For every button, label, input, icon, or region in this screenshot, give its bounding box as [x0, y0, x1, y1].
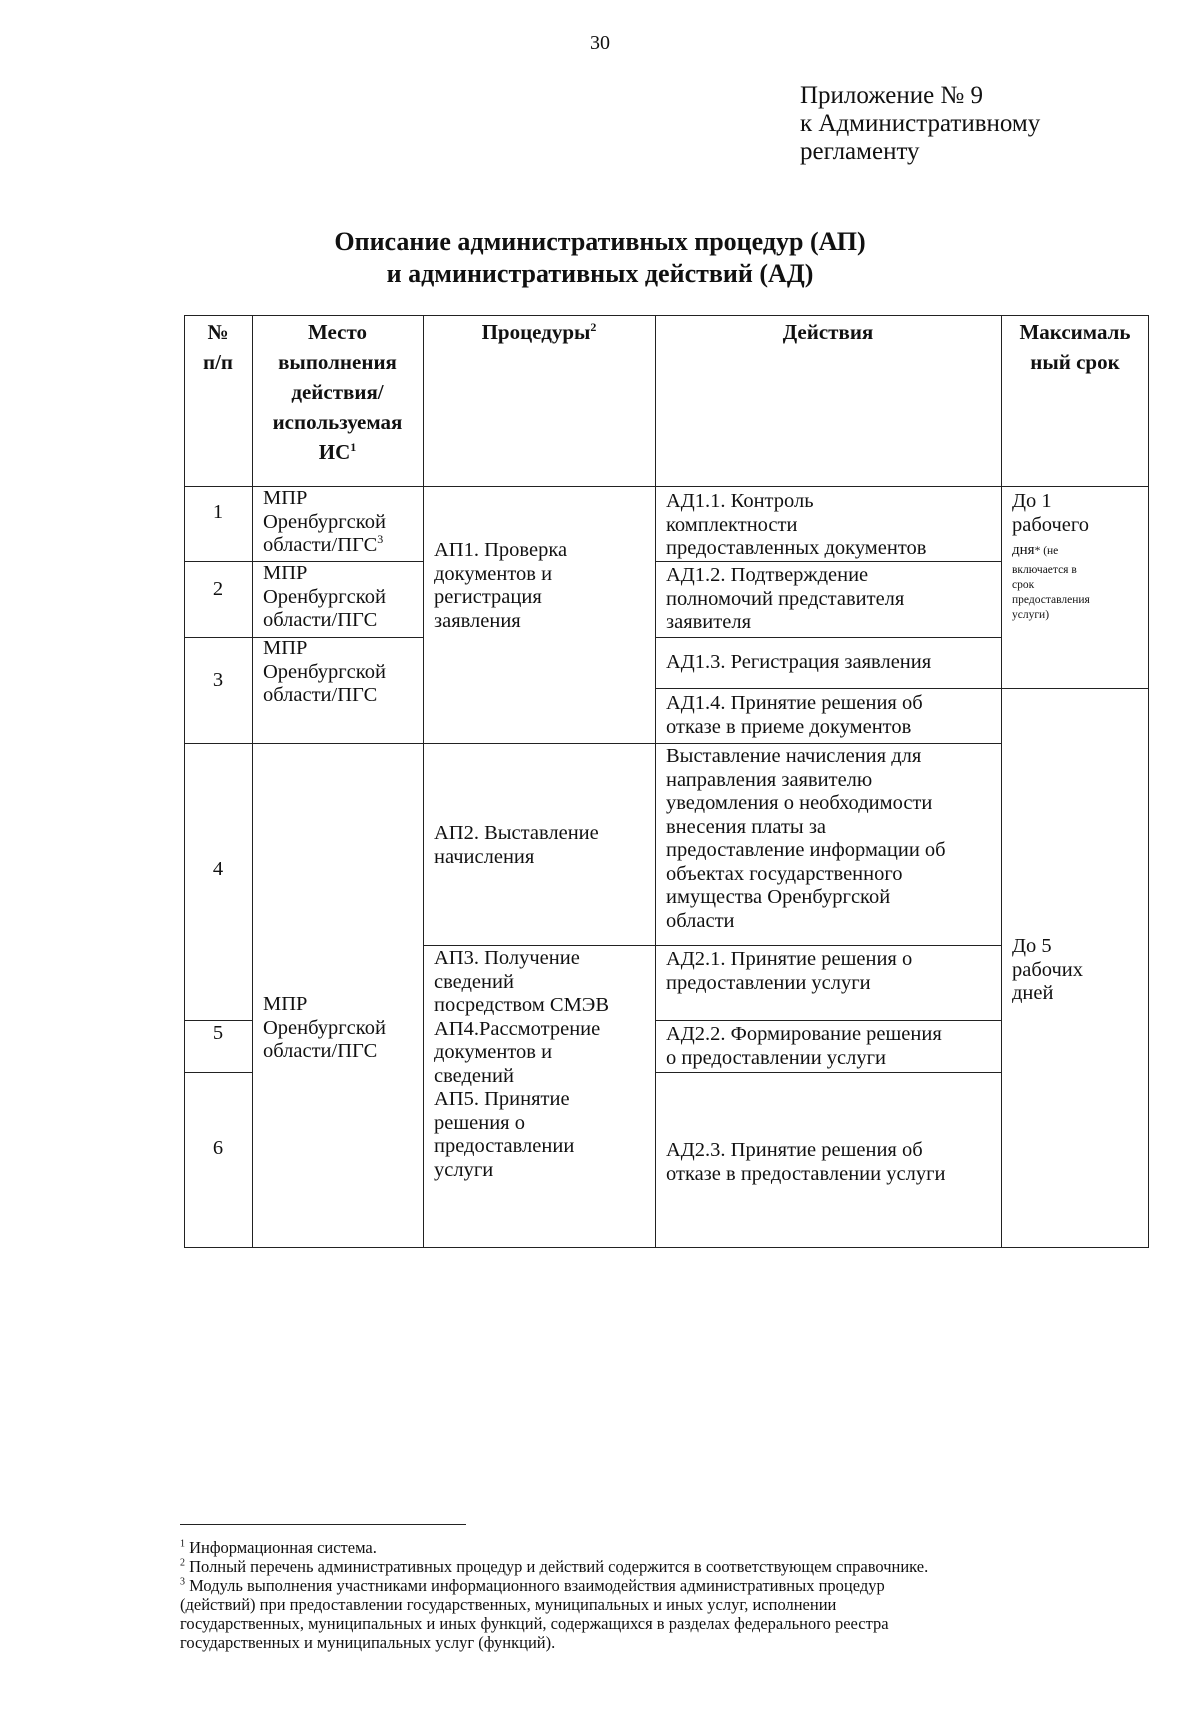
row-number: 6: [212, 1137, 224, 1159]
action-ad2-1: [666, 948, 912, 995]
header-text: [423, 317, 655, 347]
cell-text: рабочего: [1012, 513, 1090, 536]
action-billing: [666, 745, 946, 933]
procedures-table: [184, 315, 1149, 1248]
page-number: 30: [590, 32, 610, 54]
row-number: 3: [212, 669, 224, 691]
action-ad1-4: [666, 692, 923, 739]
cell-text: начисления: [434, 845, 535, 868]
header-text: используемая: [272, 410, 403, 434]
footnote-separator: [180, 1524, 466, 1525]
cell-text: [263, 534, 386, 558]
cell-text: Оренбургской: [263, 660, 386, 683]
footnote-ref: 2: [590, 320, 597, 334]
cell-note: включается в: [1012, 563, 1077, 576]
cell-text: АД1.1. Контроль: [666, 490, 814, 512]
cell-text: предоставленных документов: [666, 537, 927, 559]
column-divider: [655, 315, 656, 1248]
action-ad1-3: [666, 651, 931, 675]
cell-text: документов и: [434, 1041, 553, 1063]
header-text: №: [207, 320, 229, 344]
appendix-line: к Административному: [800, 110, 1041, 137]
footnote-item: [180, 1538, 1120, 1557]
cell-text: предоставлении услуги: [666, 971, 871, 994]
footnotes: [180, 1538, 1120, 1652]
cell-text: рабочих: [1012, 958, 1084, 981]
header-text: ный срок: [1030, 350, 1120, 374]
cell-text: АД2.2. Формирование решения: [666, 1023, 942, 1045]
cell-text: АП2. Выставление: [434, 822, 599, 844]
cell-text: услуги: [434, 1158, 494, 1181]
column-divider: [423, 315, 424, 1248]
cell-text: дней: [1012, 982, 1054, 1004]
footnote-mark: 3: [180, 1576, 185, 1588]
header-place: [252, 315, 423, 467]
cell-text: АП1. Проверка: [434, 539, 568, 561]
footnote-text: государственных, муниципальных и иных функций, содержащихся в разделах федерального реестра: [180, 1614, 889, 1633]
action-ad1-2: [666, 564, 904, 635]
appendix-line: Приложение № 9: [800, 82, 984, 109]
cell-text: Оренбургской: [263, 1016, 386, 1039]
procedure-ap2: [434, 822, 599, 869]
place-cell: [263, 637, 386, 708]
footnote-mark: 2: [180, 1557, 185, 1569]
row-divider: [655, 743, 1002, 744]
footnote-text: государственных и муниципальных услуг (функций).: [180, 1633, 556, 1652]
row-divider: [655, 1072, 1002, 1073]
row-divider: [184, 1072, 253, 1073]
cell-text: области: [666, 909, 735, 932]
cell-text: АП5. Принятие: [434, 1088, 570, 1110]
procedure-ap1: [434, 539, 567, 633]
cell-text: области/ПГС: [263, 609, 378, 631]
header-actions: [655, 315, 1001, 347]
header-text: Действия: [782, 320, 874, 344]
cell-text: комплектности: [666, 513, 798, 536]
procedure-ap3-ap5: [434, 947, 609, 1182]
cell-text: Выставление начисления для: [666, 745, 922, 767]
cell-note: предоставления: [1012, 593, 1090, 606]
cell-text: документов и: [434, 562, 553, 585]
row-divider: [655, 688, 1002, 689]
cell-text: заявителя: [666, 611, 751, 633]
row-divider: [184, 1020, 253, 1021]
cell-text: АД2.3. Принятие решения об: [666, 1139, 923, 1161]
term-1-day: [1012, 490, 1090, 623]
cell-text: дня: [1012, 542, 1035, 558]
row-divider: [423, 945, 656, 946]
table-border: [184, 1247, 1149, 1248]
cell-text: решения о: [434, 1111, 525, 1134]
footnote-item: [180, 1557, 1120, 1576]
place-cell: [263, 993, 386, 1064]
cell-text: До 5: [1012, 935, 1052, 957]
cell-text: предоставлении: [434, 1135, 575, 1157]
cell-text: отказе в предоставлении услуги: [666, 1162, 946, 1185]
term-5-days: [1012, 935, 1083, 1006]
cell-text: МПР: [263, 993, 308, 1015]
cell-text: заявления: [434, 609, 521, 632]
row-divider: [655, 561, 1002, 562]
cell-note: * (не: [1034, 545, 1059, 557]
header-text: Максималь: [1019, 320, 1131, 344]
row-divider: [655, 945, 1002, 946]
cell-text: До 1: [1012, 490, 1052, 512]
footnote-text: Модуль выполнения участниками информационного взаимодействия административных процедур: [189, 1576, 885, 1595]
document-title: [0, 226, 1200, 290]
appendix-line: регламенту: [800, 138, 920, 165]
row-number: 2: [212, 578, 224, 600]
row-number: 5: [212, 1022, 224, 1044]
cell-text: отказе в приеме документов: [666, 715, 912, 738]
cell-text: имущества Оренбургской: [666, 886, 891, 908]
place-cell: [263, 487, 386, 558]
header-text: Место: [308, 320, 367, 344]
footnote-item: [180, 1576, 1120, 1595]
footnote-text: (действий) при предоставлении государственных, муниципальных и иных услуг, исполнении: [180, 1595, 837, 1614]
row-divider: [655, 1020, 1002, 1021]
action-ad1-1: [666, 490, 926, 561]
cell-text: МПР: [263, 487, 308, 509]
row-divider: [184, 743, 656, 744]
header-text: действия/: [291, 380, 384, 404]
cell-text: АД1.3. Регистрация заявления: [666, 651, 932, 673]
row-divider: [1001, 688, 1149, 689]
cell-text: полномочий представителя: [666, 587, 905, 610]
table-border: [1148, 315, 1149, 1248]
action-ad2-2: [666, 1023, 942, 1070]
cell-text: АП4.Рассмотрение: [434, 1017, 601, 1040]
cell-note: срок: [1012, 578, 1035, 591]
cell-text: направления заявителю: [666, 768, 873, 791]
header-text: [252, 437, 423, 467]
cell-text: Оренбургской: [263, 585, 386, 608]
cell-text: АД1.2. Подтверждение: [666, 564, 869, 586]
row-number: 1: [212, 501, 224, 523]
header-term: [1001, 315, 1149, 377]
column-divider: [1001, 315, 1002, 1248]
action-ad2-3: [666, 1139, 945, 1186]
header-procedures: [423, 315, 655, 347]
header-text: ИС: [318, 440, 351, 464]
row-number: 4: [212, 858, 224, 880]
footnote-text: Полный перечень административных процедур и действий содержится в соответствующем справочнике.: [189, 1557, 929, 1576]
cell-text: предоставление информации об: [666, 839, 946, 861]
cell-text: регистрация: [434, 586, 542, 608]
cell-text: объектах государственного: [666, 862, 903, 885]
title-line: и административных действий (АД): [386, 259, 814, 288]
footnote-ref: 1: [350, 440, 357, 454]
row-divider: [655, 637, 1002, 638]
cell-text: Оренбургской: [263, 510, 386, 533]
place-cell: [263, 562, 386, 633]
cell-text: АД1.4. Принятие решения об: [666, 692, 923, 714]
footnote-ref: 3: [377, 532, 384, 547]
title-line: Описание административных процедур (АП): [334, 227, 866, 256]
header-text: выполнения: [278, 350, 397, 374]
cell-text: уведомления о необходимости: [666, 792, 933, 814]
header-text: п/п: [202, 350, 234, 374]
cell-text: области/ПГС: [263, 684, 378, 706]
cell-text: МПР: [263, 562, 308, 584]
footnote-mark: 1: [180, 1538, 185, 1550]
appendix-block: [800, 82, 1040, 166]
footnote-text: Информационная система.: [189, 1538, 377, 1557]
cell-text: области/ПГС: [263, 1040, 378, 1062]
table-border: [184, 315, 185, 1248]
cell-text: посредством СМЭВ: [434, 994, 610, 1016]
cell-text: внесения платы за: [666, 815, 827, 838]
header-num: [184, 315, 252, 377]
cell-text: сведений: [434, 970, 514, 993]
cell-text: АД2.1. Принятие решения о: [666, 948, 913, 970]
header-text: Процедуры: [481, 320, 591, 344]
cell-note: услуги): [1012, 608, 1050, 621]
cell-text: [1012, 537, 1090, 563]
cell-text: МПР: [263, 637, 308, 659]
cell-text: области/ПГС: [263, 534, 378, 556]
cell-text: АП3. Получение: [434, 947, 580, 969]
cell-text: сведений: [434, 1064, 514, 1087]
cell-text: о предоставлении услуги: [666, 1046, 887, 1069]
